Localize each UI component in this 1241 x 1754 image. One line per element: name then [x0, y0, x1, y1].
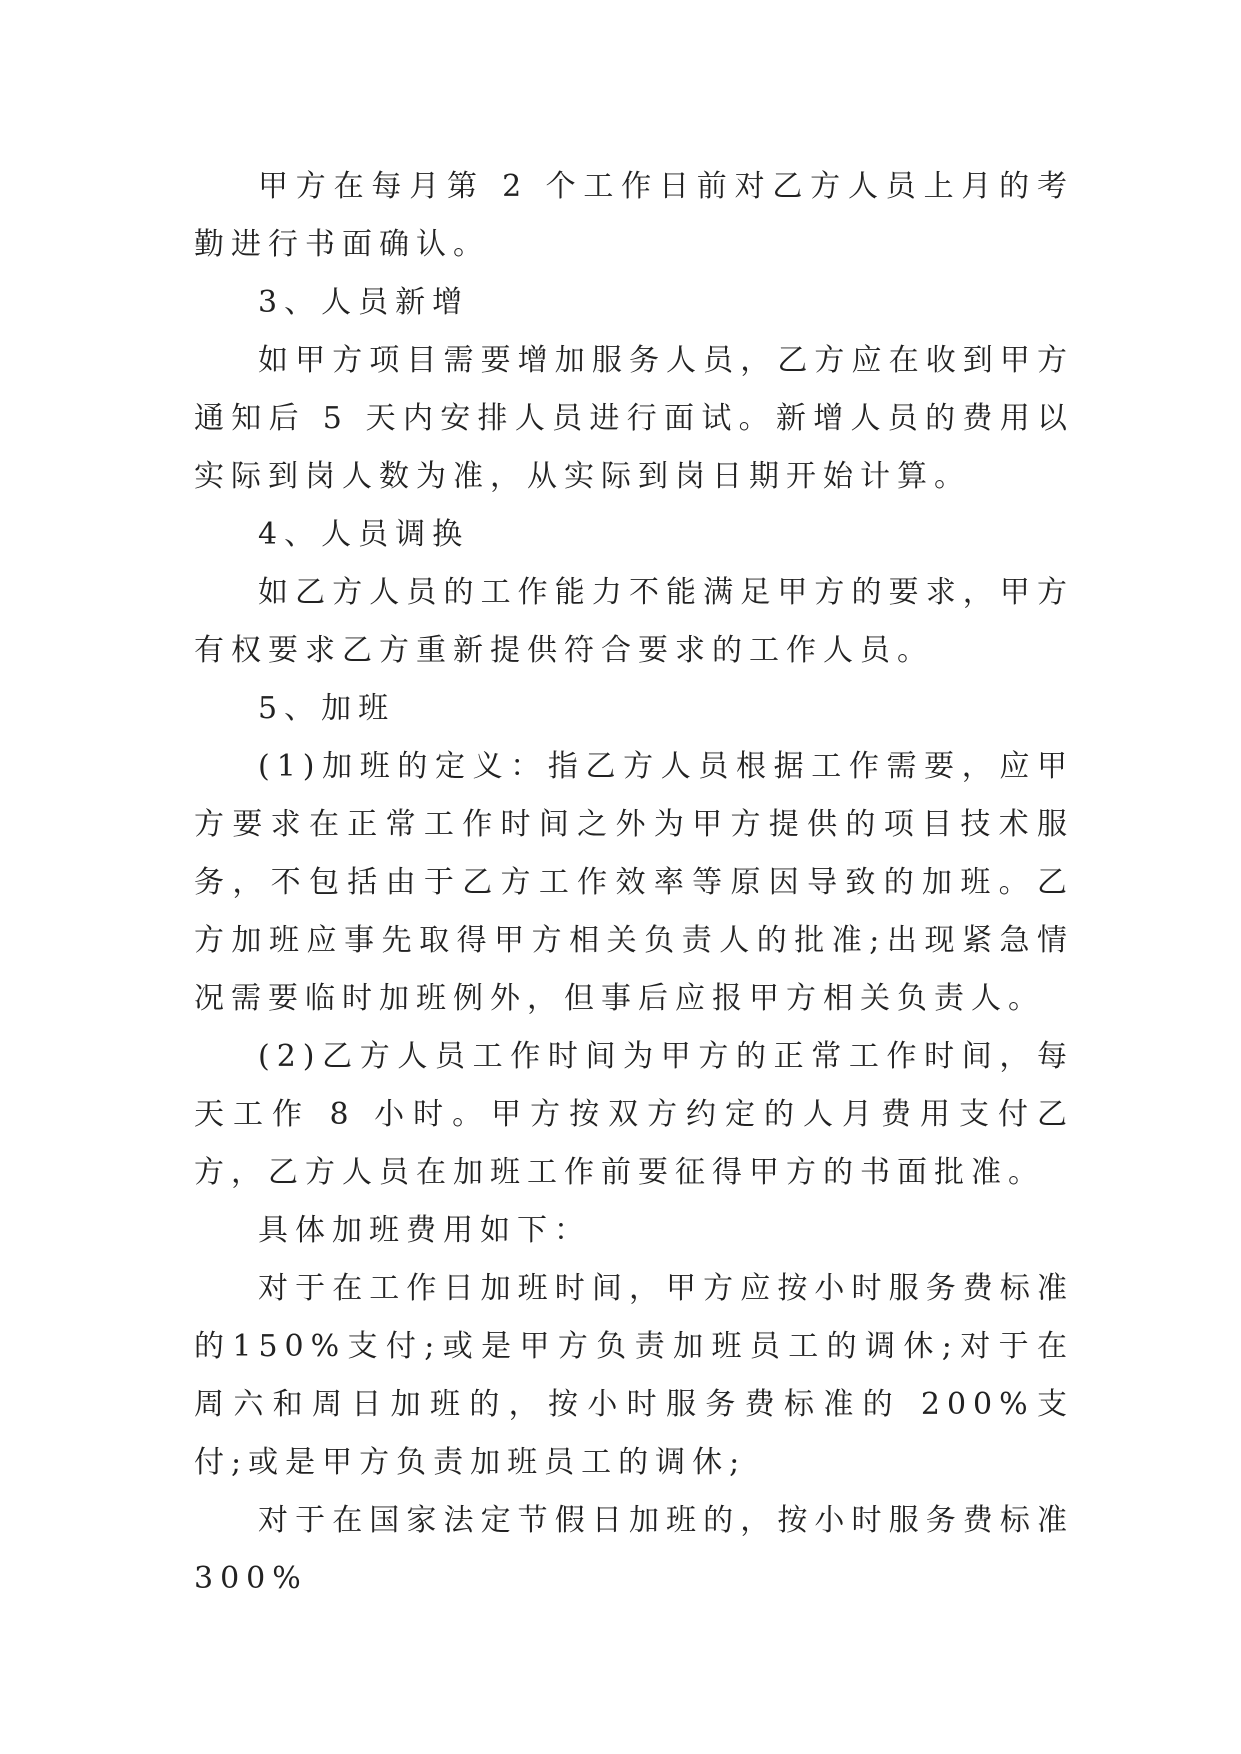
paragraph-overtime-fees-intro: 具体加班费用如下：: [258, 1213, 591, 1248]
paragraph-staff-replacement: 如乙方人员的工作能力不能满足甲方的要求，甲方有权要求乙方重新提供符合要求的工作人员。: [194, 575, 1074, 668]
paragraph-workday-weekend-overtime: 对于在工作日加班时间，甲方应按小时服务费标准的150%支付;或是甲方负责加班员工的调休;对于在周六和周日加班的，按小时服务费标准的 200%支付;或是甲方负责加班员工的调休;: [194, 1271, 1074, 1480]
heading-overtime: 5、加班: [258, 691, 396, 726]
heading-new-staff: 3、人员新增: [258, 285, 470, 320]
paragraph-overtime-definition: (1)加班的定义：指乙方人员根据工作需要，应甲方要求在正常工作时间之外为甲方提供的项目技术服务，不包括由于乙方工作效率等原因导致的加班。乙方加班应事先取得甲方相关负责人的批准;出现紧急情况需要临时加班例外，但事后应报甲方相关负责人。: [194, 749, 1074, 1016]
paragraph-attendance: 甲方在每月第 2 个工作日前对乙方人员上月的考勤进行书面确认。: [194, 169, 1074, 262]
paragraph-holiday-overtime: 对于在国家法定节假日加班的，按小时服务费标准 300%: [194, 1503, 1074, 1596]
document-body: [194, 158, 1074, 1608]
paragraph-working-hours: (2)乙方人员工作时间为甲方的正常工作时间，每天工作 8 小时。甲方按双方约定的人月费用支付乙方，乙方人员在加班工作前要征得甲方的书面批准。: [194, 1039, 1074, 1190]
heading-staff-replacement: 4、人员调换: [258, 517, 470, 552]
paragraph-new-staff: 如甲方项目需要增加服务人员，乙方应在收到甲方通知后 5 天内安排人员进行面试。新增人员的费用以实际到岗人数为准，从实际到岗日期开始计算。: [194, 343, 1074, 494]
